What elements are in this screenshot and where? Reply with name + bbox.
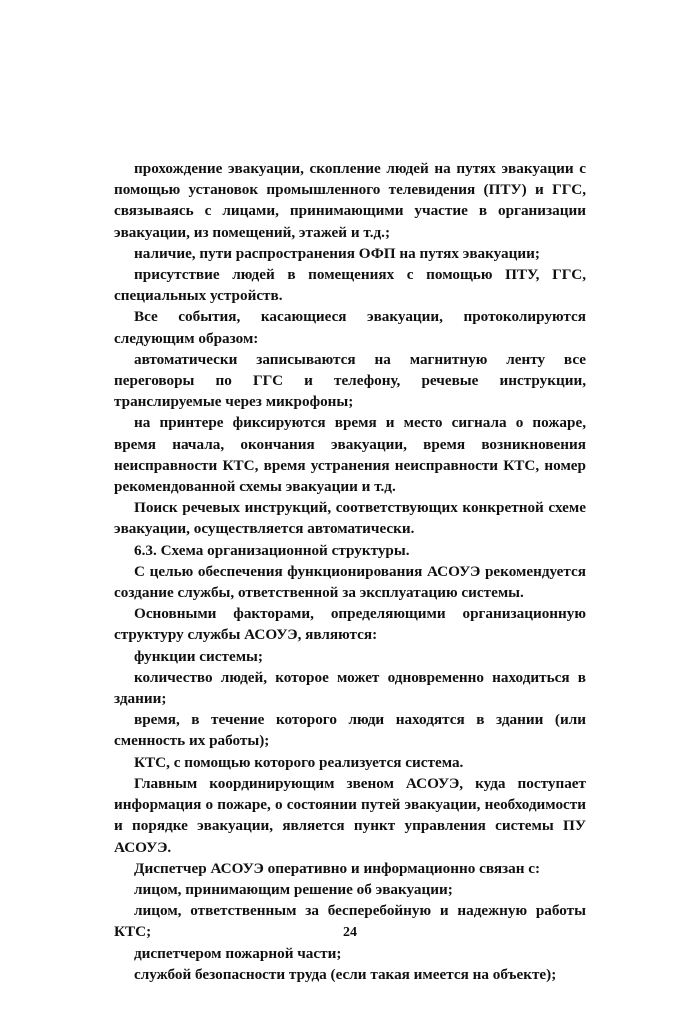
list-item: КТС, с помощью которого реализуется система. <box>134 753 464 771</box>
paragraph: автоматически записываются на магнитную ленту все переговоры по ГГС и телефону, речевые инструкции, транслируемые через микрофоны; <box>114 350 586 411</box>
page-number: 24 <box>343 925 357 940</box>
paragraph: на принтере фиксируются время и место сигнала о пожаре, время начала, окончания эвакуации, время возникновения неисправности КТС, время устранения неисправности КТС, номер рекомендованной схемы эвакуации и т.д. <box>114 414 586 496</box>
paragraph: Диспетчер АСОУЭ оперативно и информационно связан с: <box>134 859 541 877</box>
list-item: диспетчером пожарной части; <box>134 944 342 962</box>
paragraph: Основными факторами, определяющими организационную структуру службы АСОУЭ, являются: <box>114 605 586 644</box>
list-item: функции системы; <box>134 647 263 665</box>
list-item: лицом, принимающим решение об эвакуации; <box>134 880 453 898</box>
paragraph: Поиск речевых инструкций, соответствующих конкретной схеме эвакуации, осуществляется автоматически. <box>114 499 586 538</box>
list-item: службой безопасности труда (если такая имеется на объекте); <box>134 965 557 983</box>
body-text <box>114 158 586 985</box>
paragraph: С целью обеспечения функционирования АСОУЭ рекомендуется создание службы, ответственной за эксплуатацию системы. <box>114 562 586 602</box>
paragraph: Все события, касающиеся эвакуации, протоколируются следующим образом: <box>114 308 586 347</box>
list-item: количество людей, которое может одновременно находиться в здании; <box>114 668 586 708</box>
paragraph: Главным координирующим звеном АСОУЭ, куда поступает информация о пожаре, о состоянии путей эвакуации, необходимости и порядке эвакуации, является пункт управления системы ПУ АСОУЭ. <box>114 774 586 856</box>
paragraph: наличие, пути распространения ОФП на путях эвакуации; <box>134 244 540 262</box>
paragraph: присутствие людей в помещениях с помощью ПТУ, ГГС, специальных устройств. <box>114 266 586 305</box>
list-item: лицом, ответственным за бесперебойную и надежную работы КТС; <box>114 902 586 941</box>
section-heading: 6.3. Схема организационной структуры. <box>134 541 410 559</box>
list-item: время, в течение которого люди находятся в здании (или сменность их работы); <box>114 711 586 750</box>
paragraph: прохождение эвакуации, скопление людей на путях эвакуации с помощью установок промышленного телевидения (ПТУ) и ГГС, связываясь с лицами, принимающими участие в организации эвакуации, из помещений, этажей и т.д.; <box>114 160 586 241</box>
